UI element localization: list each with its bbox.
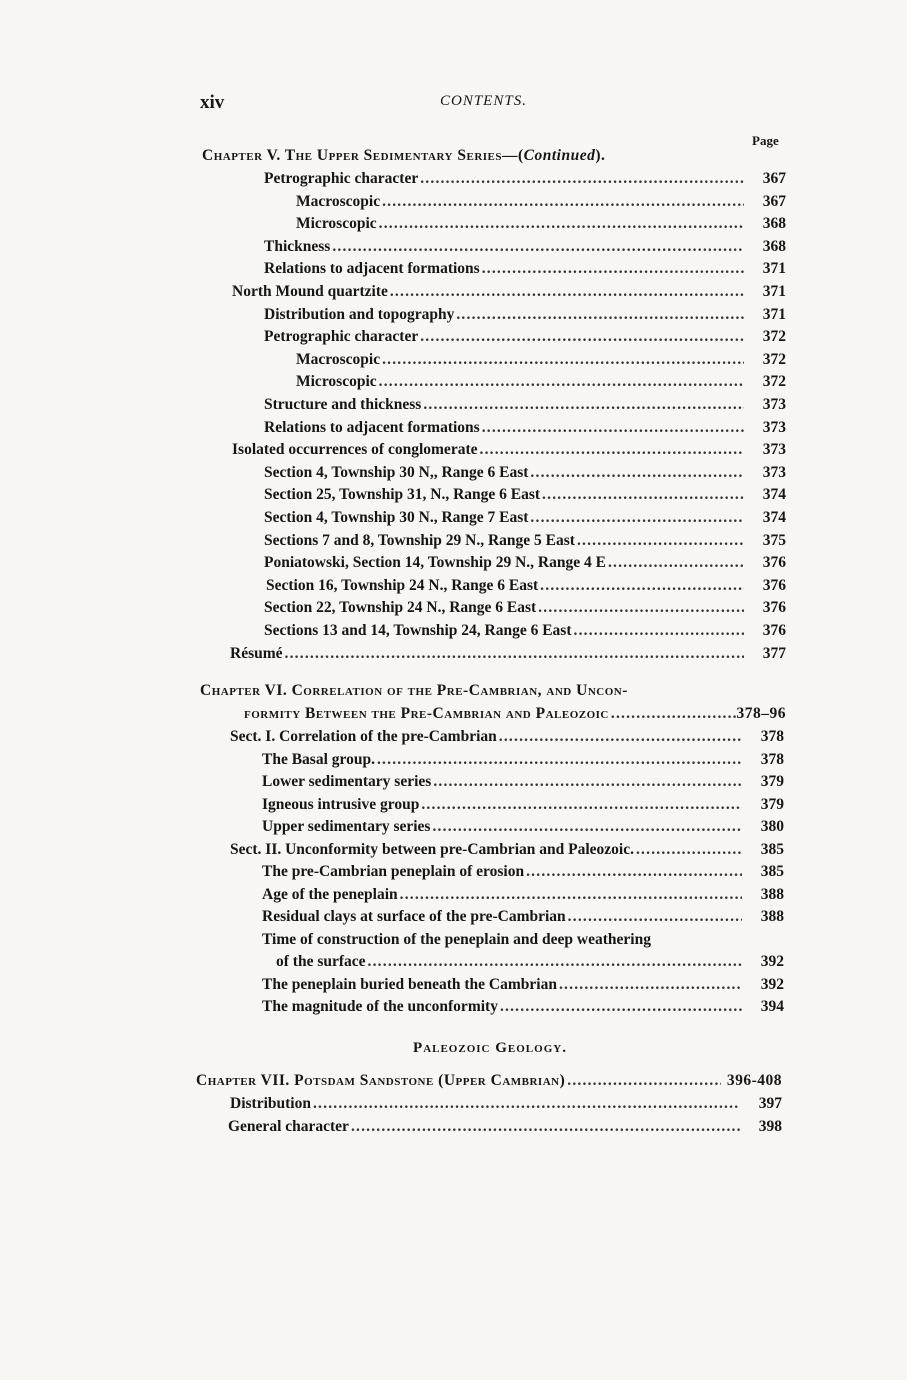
toc-entry <box>262 996 784 1018</box>
toc-entry-page: 373 <box>762 418 786 436</box>
toc-entry <box>262 749 784 771</box>
toc-entry-page: 372 <box>762 328 786 346</box>
leader-dots <box>423 394 744 416</box>
toc-entry-page: 374 <box>762 486 786 504</box>
toc-entry-page: 376 <box>762 622 786 639</box>
leader-dots <box>420 168 744 190</box>
toc-entry <box>228 1116 782 1138</box>
leader-dots <box>540 575 744 597</box>
leader-dots <box>285 643 744 665</box>
toc-entry-page: 372 <box>762 350 786 368</box>
leader-dots <box>390 281 744 303</box>
leader-dots <box>421 794 742 816</box>
toc-entry <box>264 530 786 552</box>
toc-entry-page: 385 <box>760 863 784 880</box>
toc-entry <box>262 861 784 883</box>
toc-entry <box>264 394 786 416</box>
leader-dots <box>482 417 744 439</box>
toc-entry-page: 368 <box>762 215 786 233</box>
toc-entry-text: Distribution and topography <box>264 305 455 323</box>
toc-entry <box>264 236 786 258</box>
toc-entry-page: 379 <box>760 795 784 813</box>
leader-dots <box>530 462 744 484</box>
toc-entry <box>262 974 784 996</box>
toc-entry-text: Poniatowski, Section 14, Township 29 N., Range 4 E <box>264 554 606 572</box>
toc-entry-page: 375 <box>762 531 786 549</box>
chapter-vi-title-line2 <box>244 703 786 725</box>
leader-dots <box>420 326 744 348</box>
toc-entry-page: 376 <box>762 599 786 617</box>
toc-entry-text: Isolated occurrences of conglomerate <box>232 441 478 459</box>
toc-entry <box>264 620 786 642</box>
leader-dots <box>577 530 744 552</box>
toc-entry-page: 378 <box>760 750 784 768</box>
toc-entry-text: Sections 13 and 14, Township 24, Range 6 East <box>264 622 572 639</box>
toc-entry <box>276 951 784 973</box>
leader-dots <box>368 951 742 973</box>
toc-entry <box>264 326 786 348</box>
toc-entry-page: 376 <box>762 576 786 594</box>
toc-entry-text: Sections 7 and 8, Township 29 N., Range 5 East <box>264 531 575 549</box>
toc-entry-text: North Mound quartzite <box>232 283 388 300</box>
toc-entry-text: General character <box>228 1117 349 1135</box>
toc-entry <box>264 462 786 484</box>
toc-entry-text: Relations to adjacent formations <box>264 418 480 436</box>
toc-entry-text: Résumé <box>230 644 283 662</box>
page-column-label: Page <box>752 133 779 148</box>
paleozoic-heading: Paleozoic Geology. <box>413 1040 567 1056</box>
toc-entry-page: 367 <box>762 170 786 187</box>
leader-dots <box>456 304 744 326</box>
leader-dots <box>382 191 744 213</box>
toc-entry <box>262 771 784 793</box>
toc-entry-text: Sect. II. Unconformity between pre-Cambrian and Paleozoic. <box>230 840 634 858</box>
toc-entry-text: Section 16, Township 24 N., Range 6 East <box>266 576 539 594</box>
toc-entry-page: 394 <box>760 998 784 1015</box>
toc-entry-page: 392 <box>760 975 784 993</box>
toc-entry <box>296 191 786 213</box>
leader-dots <box>574 620 745 642</box>
toc-entry-text: Section 25, Township 31, N., Range 6 East <box>264 486 541 504</box>
chapter-v-title-continued: Continued <box>523 147 596 164</box>
chapter-vii-title-text: Chapter VII. Potsdam Sandstone (Upper Cambrian) <box>196 1072 566 1089</box>
toc-entry <box>264 417 786 439</box>
leader-dots <box>526 861 742 883</box>
toc-entry-text: The peneplain buried beneath the Cambrian <box>262 975 557 993</box>
toc-entry-text: The Basal group. <box>262 750 375 768</box>
toc-entry-text: Macroscopic <box>296 192 381 210</box>
leader-dots <box>480 439 745 461</box>
toc-entry-text: Time of construction of the peneplain and deep weathering <box>262 930 651 948</box>
toc-entry-page: 377 <box>762 644 786 662</box>
chapter-v-title-text: Chapter V. The Upper Sedimentary Series—( <box>202 147 524 164</box>
chapter-vii-title <box>196 1070 782 1092</box>
running-title: CONTENTS. <box>440 93 527 109</box>
toc-entry-page: 397 <box>758 1095 782 1112</box>
toc-entry-page: 388 <box>760 885 784 903</box>
toc-entry <box>266 575 786 597</box>
toc-entry-text: Relations to adjacent formations <box>264 260 480 278</box>
toc-entry-text: Residual clays at surface of the pre-Cambrian <box>262 908 566 925</box>
toc-entry-text: Igneous intrusive group <box>262 795 420 813</box>
toc-entry-text: Section 4, Township 30 N,, Range 6 East <box>264 463 529 481</box>
toc-entry <box>230 839 784 861</box>
leader-dots <box>499 726 742 748</box>
toc-entry-text: Upper sedimentary series <box>262 818 431 835</box>
toc-entry-page: 371 <box>762 260 786 278</box>
toc-entry-text: The magnitude of the unconformity <box>262 998 498 1015</box>
toc-entry-page: 371 <box>762 305 786 323</box>
toc-entry-page: 371 <box>762 283 786 300</box>
toc-entry <box>264 168 786 190</box>
toc-entry <box>264 304 786 326</box>
leader-dots <box>611 703 737 725</box>
chapter-v-title <box>202 145 605 167</box>
toc-entry-text: Microscopic <box>296 215 377 233</box>
toc-entry-text: Sect. I. Correlation of the pre-Cambrian <box>230 728 497 745</box>
toc-entry-page: 373 <box>762 463 786 481</box>
leader-dots <box>379 371 744 393</box>
chapter-vi-pages: 378–96 <box>736 705 786 722</box>
toc-entry-text: Petrographic character <box>264 328 419 346</box>
leader-dots <box>542 484 744 506</box>
toc-entry-text: Macroscopic <box>296 350 381 368</box>
toc-entry <box>262 816 784 838</box>
leader-dots <box>530 507 744 529</box>
folio-number: xiv <box>200 92 225 113</box>
toc-entry-page: 367 <box>762 192 786 210</box>
toc-entry-page: 372 <box>762 373 786 391</box>
toc-entry <box>262 929 784 951</box>
toc-entry <box>230 726 784 748</box>
toc-entry <box>230 643 786 665</box>
toc-entry <box>264 507 786 529</box>
toc-entry <box>296 349 786 371</box>
chapter-vi-title-line2-text: formity Between the Pre-Cambrian and Paleozoic <box>244 705 609 722</box>
chapter-vii-pages: 396-408 <box>726 1072 782 1089</box>
toc-entry <box>264 258 786 280</box>
toc-entry-page: 392 <box>760 953 784 970</box>
toc-entry-text: Thickness <box>264 237 331 255</box>
toc-entry-text: Structure and thickness <box>264 396 422 413</box>
toc-entry-page: 368 <box>762 237 786 255</box>
leader-dots <box>377 749 742 771</box>
toc-entry-text: Microscopic <box>296 373 377 391</box>
toc-entry-page: 388 <box>760 908 784 925</box>
leader-dots <box>500 996 742 1018</box>
toc-entry-text: Section 22, Township 24 N., Range 6 East <box>264 599 537 617</box>
toc-entry <box>262 884 784 906</box>
toc-entry <box>230 1093 782 1115</box>
toc-entry-page: 374 <box>762 509 786 526</box>
toc-entry <box>262 794 784 816</box>
leader-dots <box>432 816 742 838</box>
leader-dots <box>351 1116 740 1138</box>
leader-dots <box>332 236 744 258</box>
toc-entry <box>264 552 786 574</box>
leader-dots <box>567 1070 721 1092</box>
toc-entry-page: 376 <box>762 554 786 572</box>
toc-entry <box>262 906 784 928</box>
toc-entry <box>264 484 786 506</box>
toc-entry-text: The pre-Cambrian peneplain of erosion <box>262 863 525 880</box>
leader-dots <box>400 884 742 906</box>
toc-entry <box>232 439 786 461</box>
toc-entry <box>264 597 786 619</box>
chapter-v-title-end: ). <box>595 147 606 164</box>
leader-dots <box>608 552 744 574</box>
toc-entry-text: Lower sedimentary series <box>262 773 432 790</box>
leader-dots <box>379 213 744 235</box>
toc-entry-page: 398 <box>758 1117 782 1135</box>
toc-entry <box>232 281 786 303</box>
toc-entry-text: Distribution <box>230 1095 311 1112</box>
toc-entry-text: Section 4, Township 30 N., Range 7 East <box>264 509 529 526</box>
toc-entry-page: 379 <box>760 773 784 790</box>
leader-dots <box>313 1093 740 1115</box>
chapter-vi-title-line1: Chapter VI. Correlation of the Pre-Cambrian, and Uncon- <box>200 682 628 699</box>
leader-dots <box>559 974 742 996</box>
toc-entry-page: 385 <box>760 840 784 858</box>
leader-dots <box>482 258 744 280</box>
toc-entry-page: 373 <box>762 441 786 459</box>
leader-dots <box>636 839 742 861</box>
leader-dots <box>568 906 742 928</box>
toc-entry-page: 380 <box>760 818 784 835</box>
toc-entry-page: 378 <box>760 728 784 745</box>
leader-dots <box>382 349 744 371</box>
toc-entry-text: Petrographic character <box>264 170 419 187</box>
toc-entry-text: Age of the peneplain <box>262 885 398 903</box>
toc-entry <box>296 213 786 235</box>
leader-dots <box>538 597 744 619</box>
toc-entry-text: of the surface <box>276 953 366 970</box>
page-header <box>200 92 760 118</box>
toc-entry <box>296 371 786 393</box>
toc-entry-page: 373 <box>762 396 786 413</box>
leader-dots <box>433 771 742 793</box>
